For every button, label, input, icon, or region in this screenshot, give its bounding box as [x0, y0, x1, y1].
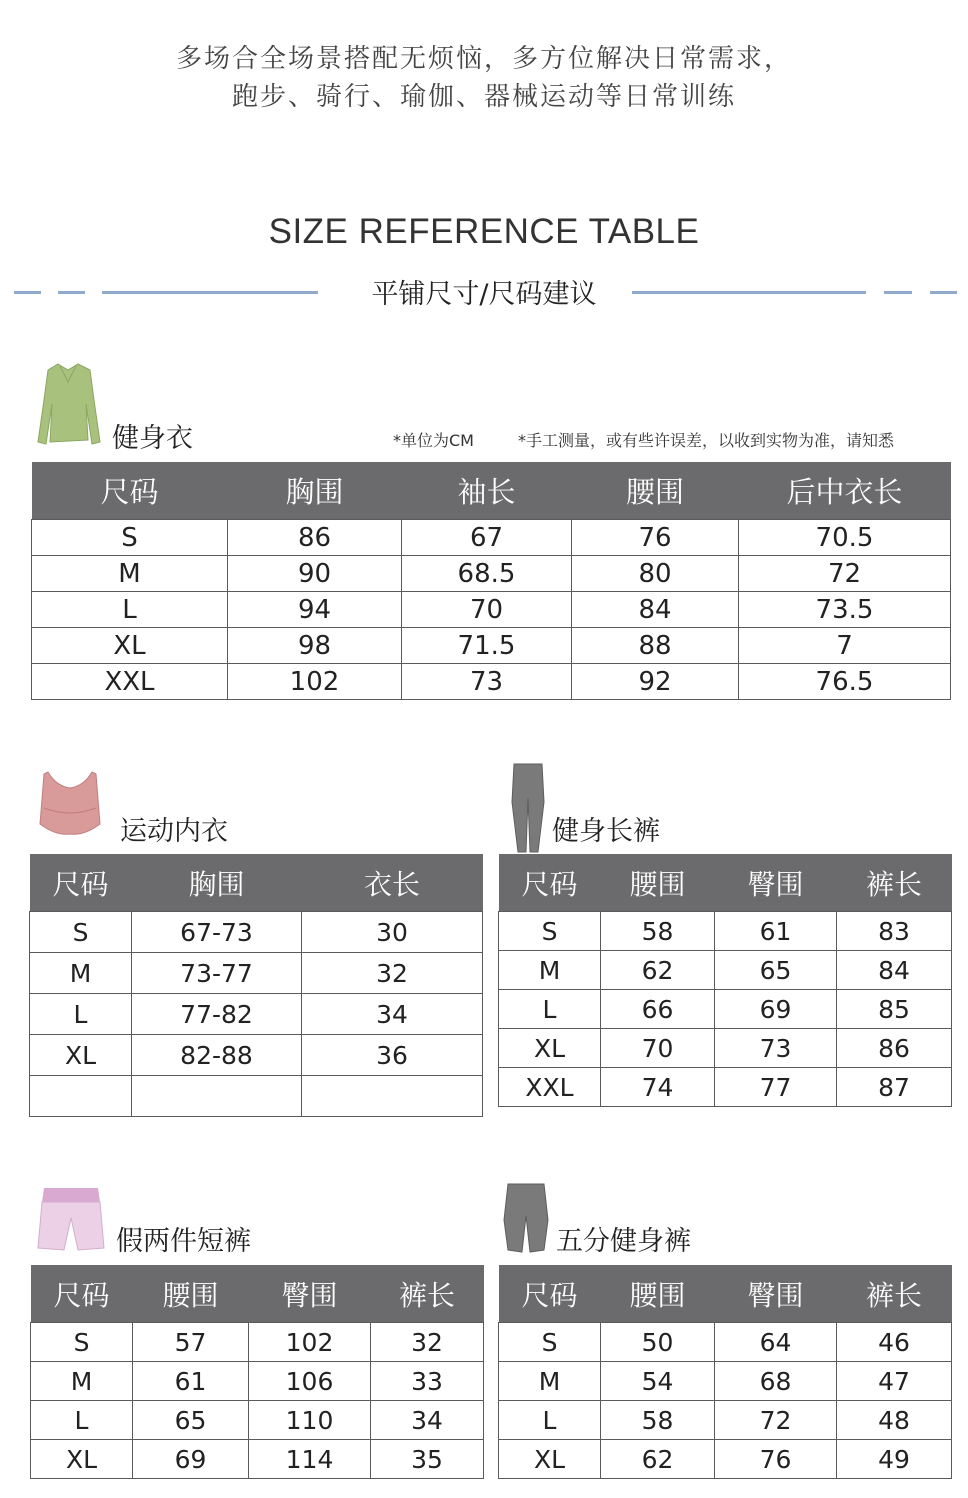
table-row [32, 592, 951, 628]
table-cell: M [31, 1362, 133, 1401]
table-header-row [30, 854, 483, 912]
table-cell: 50 [601, 1323, 715, 1362]
column-header: 臀围 [715, 854, 837, 912]
table-cell: XXL [32, 664, 228, 700]
table-cell: 67 [402, 520, 572, 556]
intro-line-2: 跑步、骑行、瑜伽、器械运动等日常训练 [231, 82, 736, 112]
table-cell: 110 [249, 1401, 371, 1440]
table-row [30, 994, 483, 1035]
table-cell [302, 1076, 483, 1117]
table-cell: M [32, 556, 228, 592]
table-cell: 80 [572, 556, 739, 592]
table-cell: 73 [402, 664, 572, 700]
column-header: 胸围 [228, 462, 402, 520]
table-cell: 85 [837, 990, 952, 1029]
table-cell: 114 [249, 1440, 371, 1479]
table-row [32, 520, 951, 556]
section-title-bike: 五分健身裤 [556, 1226, 691, 1257]
table-cell: XL [499, 1029, 601, 1068]
divider-dash [58, 291, 85, 294]
table-cell: 49 [837, 1440, 952, 1479]
table-cell: 48 [837, 1401, 952, 1440]
table-row [499, 990, 952, 1029]
table-cell: 34 [302, 994, 483, 1035]
table-cell: 73.5 [739, 592, 951, 628]
table-cell: 32 [302, 953, 483, 994]
table-cell [132, 1076, 302, 1117]
table-header-row [499, 854, 952, 912]
table-cell: 61 [715, 912, 837, 951]
table-cell: 68 [715, 1362, 837, 1401]
table-cell: 94 [228, 592, 402, 628]
column-header: 裤长 [371, 1265, 484, 1323]
table-row [499, 1362, 952, 1401]
green-long-sleeve-top-image [36, 360, 104, 448]
table-cell: 35 [371, 1440, 484, 1479]
table-row [499, 951, 952, 990]
table-cell: 64 [715, 1323, 837, 1362]
table-cell: 106 [249, 1362, 371, 1401]
table-cell: 62 [601, 1440, 715, 1479]
size-table-bike [498, 1265, 952, 1479]
size-table-leggings [498, 854, 952, 1107]
table-cell: L [32, 592, 228, 628]
table-row [32, 628, 951, 664]
table-cell: S [30, 912, 132, 953]
divider-dash [930, 291, 957, 294]
size-table-top [31, 462, 951, 700]
table-cell: S [499, 1323, 601, 1362]
table-cell: 88 [572, 628, 739, 664]
table-cell: 72 [739, 556, 951, 592]
table-cell: S [32, 520, 228, 556]
table-row [499, 1029, 952, 1068]
table-row [30, 1076, 483, 1117]
page-title: SIZE REFERENCE TABLE [268, 212, 700, 251]
table-row [31, 1323, 484, 1362]
table-cell: 68.5 [402, 556, 572, 592]
section-title-shorts: 假两件短裤 [116, 1226, 251, 1257]
table-cell: M [30, 953, 132, 994]
table-cell: 86 [837, 1029, 952, 1068]
column-header: 臀围 [715, 1265, 837, 1323]
table-cell: XL [31, 1440, 133, 1479]
table-row [31, 1440, 484, 1479]
table-row [31, 1362, 484, 1401]
table-cell: 66 [601, 990, 715, 1029]
table-cell: 36 [302, 1035, 483, 1076]
table-cell: M [499, 951, 601, 990]
table-cell: 61 [133, 1362, 249, 1401]
table-row [30, 912, 483, 953]
table-cell: 47 [837, 1362, 952, 1401]
table-cell: S [499, 912, 601, 951]
table-cell: 33 [371, 1362, 484, 1401]
table-cell: L [499, 990, 601, 1029]
divider-dash [884, 291, 912, 294]
column-header: 腰围 [601, 1265, 715, 1323]
column-header: 裤长 [837, 854, 952, 912]
table-row [32, 556, 951, 592]
table-row [499, 1068, 952, 1107]
table-cell: 62 [601, 951, 715, 990]
table-cell: 72 [715, 1401, 837, 1440]
table-cell: 73-77 [132, 953, 302, 994]
table-row [499, 1440, 952, 1479]
table-cell: 73 [715, 1029, 837, 1068]
table-cell: 84 [837, 951, 952, 990]
table-row [499, 912, 952, 951]
section-title-top: 健身衣 [112, 423, 193, 454]
table-cell: S [31, 1323, 133, 1362]
intro-line-1: 多场合全场景搭配无烦恼，多方位解决日常需求， [175, 44, 792, 74]
table-row [499, 1401, 952, 1440]
table-cell [30, 1076, 132, 1117]
size-table-bra [29, 854, 483, 1117]
table-cell: L [30, 994, 132, 1035]
column-header: 裤长 [837, 1265, 952, 1323]
column-header: 臀围 [249, 1265, 371, 1323]
table-cell: 7 [739, 628, 951, 664]
column-header: 胸围 [132, 854, 302, 912]
table-cell: 46 [837, 1323, 952, 1362]
table-cell: L [31, 1401, 133, 1440]
table-row [31, 1401, 484, 1440]
table-cell: 69 [715, 990, 837, 1029]
table-cell: 87 [837, 1068, 952, 1107]
table-cell: 57 [133, 1323, 249, 1362]
table-cell: 83 [837, 912, 952, 951]
column-header: 袖长 [402, 462, 572, 520]
table-cell: 102 [249, 1323, 371, 1362]
table-header-row [31, 1265, 484, 1323]
divider-dash [632, 291, 866, 294]
column-header: 腰围 [572, 462, 739, 520]
table-header-row [499, 1265, 952, 1323]
table-cell: 70 [601, 1029, 715, 1068]
column-header: 尺码 [30, 854, 132, 912]
table-cell: 58 [601, 912, 715, 951]
table-cell: 58 [601, 1401, 715, 1440]
table-cell: XXL [499, 1068, 601, 1107]
table-cell: 71.5 [402, 628, 572, 664]
section-title-bra: 运动内衣 [120, 816, 228, 847]
table-cell: 90 [228, 556, 402, 592]
table-cell: 32 [371, 1323, 484, 1362]
table-cell: 70.5 [739, 520, 951, 556]
table-row [30, 953, 483, 994]
table-cell: 30 [302, 912, 483, 953]
measure-note: *手工测量，或有些许误差，以收到实物为准，请知悉 [518, 431, 895, 450]
table-cell: 76 [572, 520, 739, 556]
grey-leggings-image [508, 762, 548, 854]
table-row [30, 1035, 483, 1076]
table-cell: 86 [228, 520, 402, 556]
table-cell: 76.5 [739, 664, 951, 700]
table-cell: 82-88 [132, 1035, 302, 1076]
table-cell: 84 [572, 592, 739, 628]
pink-shorts-image [36, 1182, 106, 1254]
table-cell: 65 [133, 1401, 249, 1440]
table-row [499, 1323, 952, 1362]
table-cell: 70 [402, 592, 572, 628]
table-cell: 98 [228, 628, 402, 664]
page-subtitle: 平铺尺寸/尺码建议 [371, 279, 597, 310]
column-header: 尺码 [31, 1265, 133, 1323]
table-cell: L [499, 1401, 601, 1440]
table-cell: 77-82 [132, 994, 302, 1035]
section-title-leggings: 健身长裤 [552, 816, 660, 847]
table-cell: XL [32, 628, 228, 664]
column-header: 腰围 [601, 854, 715, 912]
size-table-shorts [30, 1265, 484, 1479]
pink-sports-bra-image [34, 768, 106, 840]
table-header-row [32, 462, 951, 520]
column-header: 后中衣长 [739, 462, 951, 520]
column-header: 尺码 [32, 462, 228, 520]
table-cell: 102 [228, 664, 402, 700]
unit-note: *单位为CM [393, 431, 474, 450]
column-header: 腰围 [133, 1265, 249, 1323]
table-cell: 76 [715, 1440, 837, 1479]
table-cell: 74 [601, 1068, 715, 1107]
column-header: 尺码 [499, 1265, 601, 1323]
table-row [32, 664, 951, 700]
table-cell: 77 [715, 1068, 837, 1107]
divider-dash [14, 291, 41, 294]
grey-bike-shorts-image [500, 1180, 552, 1256]
column-header: 衣长 [302, 854, 483, 912]
table-cell: M [499, 1362, 601, 1401]
table-cell: XL [30, 1035, 132, 1076]
table-cell: 67-73 [132, 912, 302, 953]
table-cell: 69 [133, 1440, 249, 1479]
table-cell: 34 [371, 1401, 484, 1440]
table-cell: 92 [572, 664, 739, 700]
table-cell: 65 [715, 951, 837, 990]
divider-dash [102, 291, 318, 294]
table-cell: 54 [601, 1362, 715, 1401]
column-header: 尺码 [499, 854, 601, 912]
table-cell: XL [499, 1440, 601, 1479]
